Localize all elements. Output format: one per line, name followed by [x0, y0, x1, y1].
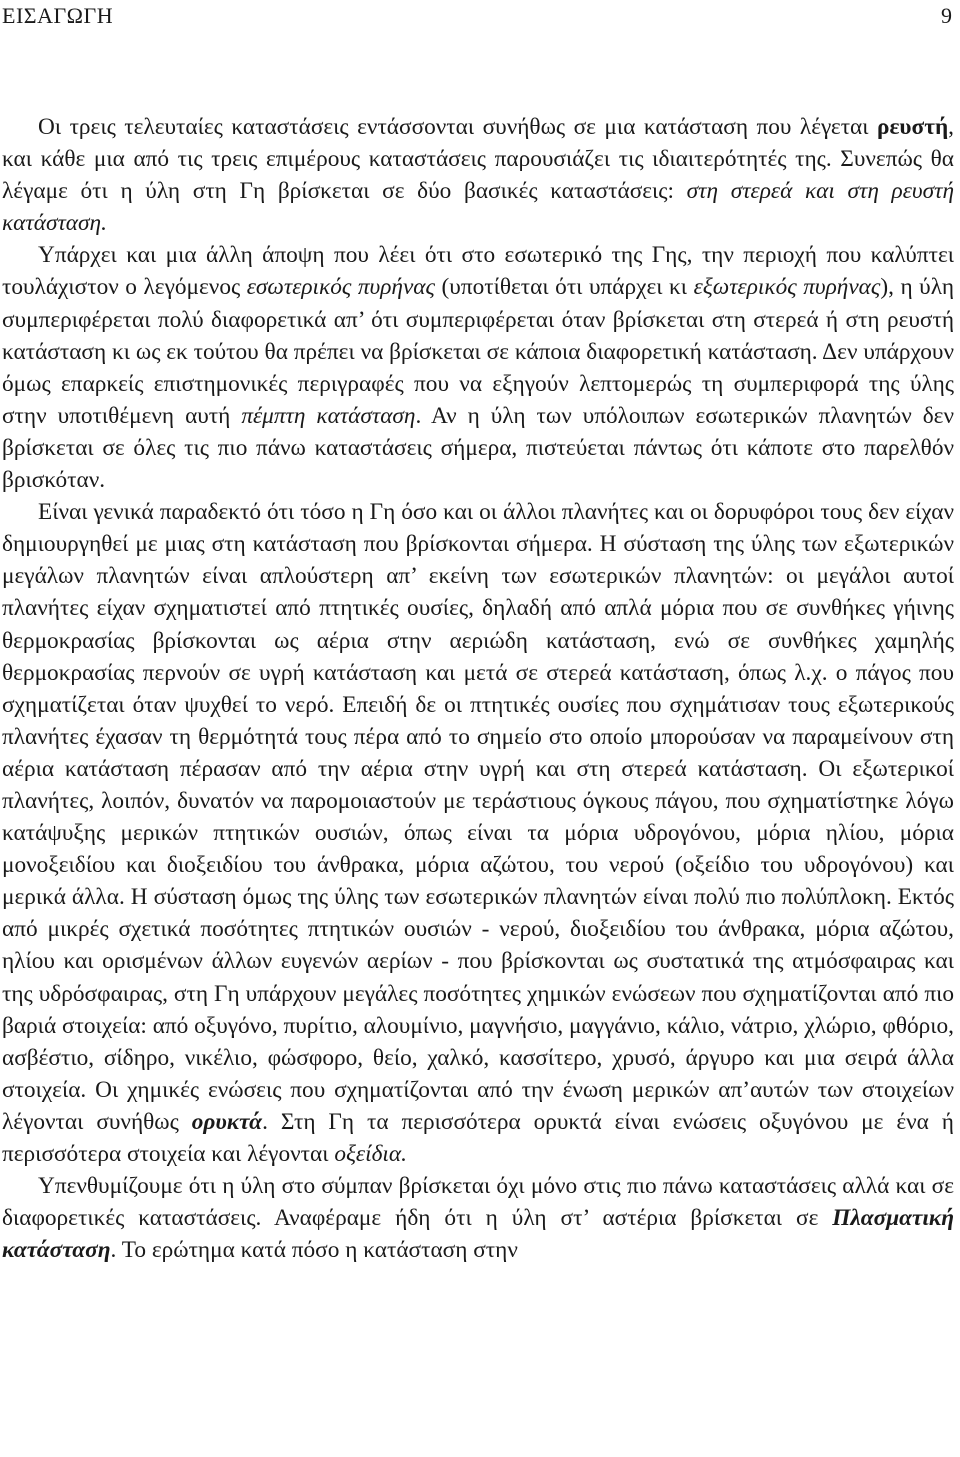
text-run: (υποτίθεται ότι υπάρχει κι: [434, 274, 694, 301]
paragraph-1: [2, 111, 954, 239]
text-run: , και κάθε μια από τις τρεις επιμέρους καταστάσεις παρουσιάζει τις ιδιαιτερότητές της. Συνεπώς θα λέγαμε ότι η ύλη στη Γη βρίσκεται σε δύο βασικές καταστάσεις:: [2, 114, 954, 205]
emphasis: στη στερεά και στη ρευστή κατάσταση.: [2, 178, 954, 237]
emphasis: οξείδια.: [334, 1141, 407, 1167]
term-plasma-state: Πλασματική κατάσταση: [2, 1205, 954, 1264]
term-fluid: ρευστή: [877, 114, 949, 140]
term-minerals: ορυκτά: [191, 1108, 263, 1135]
paragraph-4: [2, 1170, 954, 1266]
emphasis: πέμπτη κατάσταση: [241, 402, 416, 429]
text-run: . Στη Γη τα περισσότερα ορυκτά είναι ενώσεις οξυγόνου με ένα ή περισσότερα στοιχεία και λέγονται: [2, 1108, 954, 1167]
emphasis: εσωτερικός πυρήνας: [246, 274, 435, 301]
text-run: Υπενθυμίζουμε ότι η ύλη στο σύμπαν βρίσκεται όχι μόνο στις πιο πάνω καταστάσεις αλλά και σε διαφορετικές καταστάσεις. Αναφέραμε ήδη ότι η ύλη στ’ αστέρια βρίσκεται σε: [2, 1173, 954, 1232]
text-run: Οι τρεις τελευταίες καταστάσεις εντάσσονται συνήθως σε μια κατάσταση που λέγεται: [38, 114, 878, 140]
running-header: [0, 0, 960, 32]
text-run: . Αν η ύλη των υπόλοιπων εσωτερικών πλανητών δεν βρίσκεται σε όλες τις πιο πάνω καταστάσεις σήμερα, πιστεύεται πάντως ότι κάποτε στο παρελθόν βρισκόταν.: [2, 402, 954, 494]
text-run: . Το ερώτημα κατά πόσο η κατάσταση στην: [110, 1237, 518, 1264]
paragraph-2: [2, 239, 954, 496]
emphasis: εξωτερικός πυρήνας: [693, 274, 881, 301]
text-run: Υπάρχει και μια άλλη άποψη που λέει ότι στο εσωτερικό της Γης, την περιοχή που καλύπτει τουλάχιστον ο λεγόμενος: [2, 242, 954, 301]
page-number: 9: [941, 3, 952, 28]
chapter-title: ΕΙΣΑΓΩΓΗ: [2, 3, 114, 28]
paragraph-3: [2, 496, 954, 1170]
body-text: [2, 111, 954, 1266]
text-run: ), η ύλη συμπεριφέρεται πολύ διαφορετικά απ’ ότι συμπεριφέρεται όταν βρίσκεται στη στερεά ή στη ρευστή κατάσταση κι ως εκ τούτου θα πρέπει να βρίσκεται σε κάποια διαφορετική κατάσταση. Δεν υπάρχουν όμως επαρκείς επιστημονικές περιγραφές που να εξηγούν λεπτομερώς τη συμπεριφορά της ύλης στην υποτιθέμενη αυτή: [2, 274, 954, 429]
text-run: Είναι γενικά παραδεκτό ότι τόσο η Γη όσο και οι άλλοι πλανήτες και οι δορυφόροι τους δεν είχαν δημιουργηθεί με μιας στη κατάσταση που βρίσκονται σήμερα. Η σύσταση της ύλης των εξωτερικών μεγάλων πλανητών είναι απλούστερη απ’ εκείνη των εσωτερικών πλανητών: οι μεγάλοι αυτοί πλανήτες είχαν σχηματιστεί από πτητικές ουσίες, δηλαδή από απλά μόρια που σε συνθήκες γήινης θερμοκρασίας βρίσκονται ως αέρια στην αεριώδη κατάσταση, ενώ σε συνθήκες χαμηλής θερμοκρασίας περνούν σε υγρή κατάσταση και μετά σε στερεά κατάσταση, όπως λ.χ. ο πάγος που σχηματίζεται όταν ψυχθεί το νερό. Επειδή δε οι πτητικές ουσίες που σχημάτισαν τους εξωτερικούς πλανήτες έχασαν τη θερμότητά τους πέρα από το σημείο στο οποίο μπορούσαν να παραμείνουν στη αέρια κατάσταση πέρασαν από την αέρια στην υγρή και στη στερεά κατάσταση. Οι εξωτερικοί πλανήτες, λοιπόν, δυνατόν να παρομοιαστούν με τεράστιους όγκους πάγου, που σχηματίστηκε λόγω κατάψυξης μερικών πτητικών ουσιών, όπως είναι τα μόρια υδρογόνου, μόρια ηλίου, μόρια μονοξειδίου και διοξειδίου του άνθρακα, μόρια αζώτου, του νερού (οξείδιο του υδρογόνου) και μερικά άλλα. Η σύσταση όμως της ύλης των εσωτερικών πλανητών είναι πολύ πιο πολύπλοκη. Εκτός από μικρές σχετικά ποσότητες πτητικών ουσιών - νερού, διοξειδίου του άνθρακα, μόρια αζώτου, ηλίου και ορισμένων άλλων ευγενών αερίων - που βρίσκονται ως συστατικά της ατμόσφαιρας και της υδρόσφαιρας, στη Γη υπάρχουν μεγάλες ποσότητες χημικών ενώσεων που σχηματίζονται από πιο βαριά στοιχεία: από οξυγόνο, πυρίτιο, αλουμίνιο, μαγνήσιο, μαγγάνιο, κάλιο, νάτριο, χλώριο, φθόριο, ασβέστιο, σίδηρο, νικέλιο, φώσφορο, θείο, χαλκό, κασσίτερο, χρυσό, άργυρο και μια σειρά άλλα στοιχεία. Οι χημικές ενώσεις που σχηματίζονται από την ένωση μερικών απ’αυτών των στοιχείων λέγονται συνήθως: [2, 499, 954, 1135]
